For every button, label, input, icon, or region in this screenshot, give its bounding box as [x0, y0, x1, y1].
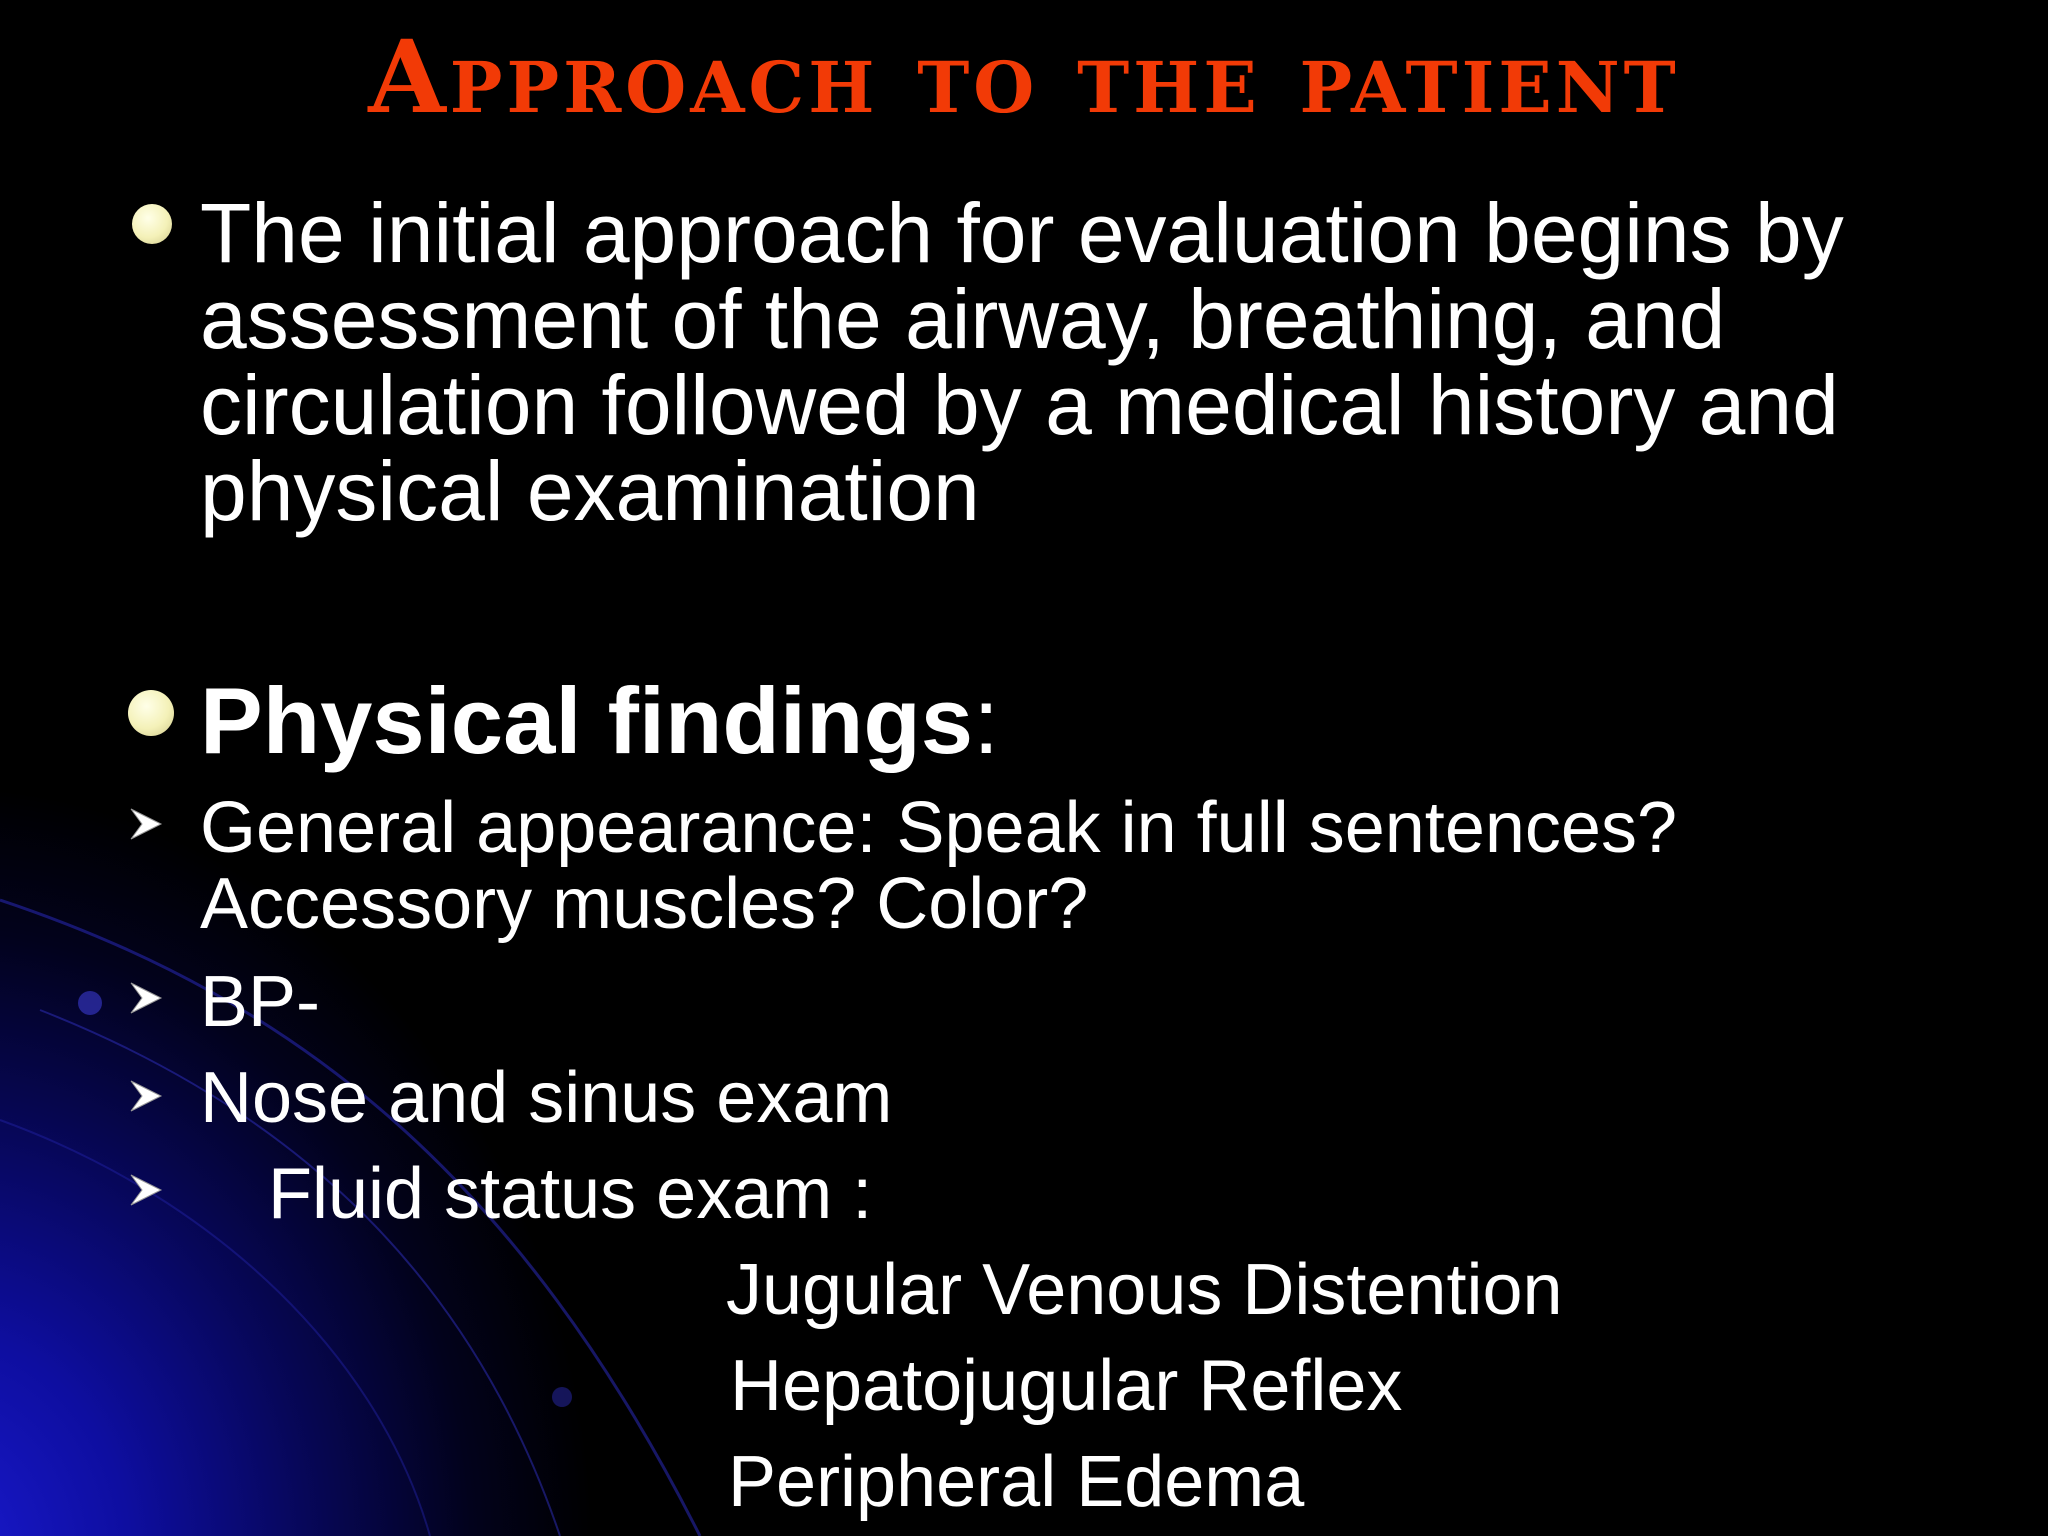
slide-title: Approach to the patient: [368, 18, 1680, 136]
fluid-item-jvd: Jugular Venous Distention: [726, 1250, 1563, 1330]
arrowhead-bullet-icon: [128, 806, 164, 842]
finding-fluid-status: [268, 1156, 872, 1232]
fluid-item-hjr: Hepatojugular Reflex: [730, 1346, 1403, 1426]
finding-line: BP-: [200, 962, 321, 1042]
intro-line: physical examination: [200, 444, 980, 538]
intro-line: assessment of the airway, breathing, and: [200, 272, 1726, 366]
heading-suffix: :: [973, 668, 1000, 773]
finding-general-appearance: [200, 790, 1677, 942]
finding-line: Nose and sinus exam: [200, 1058, 893, 1138]
arrowhead-bullet-icon: [128, 980, 164, 1016]
intro-paragraph: [200, 186, 1844, 538]
finding-line: General appearance: Speak in full sentences?: [200, 788, 1677, 868]
intro-line: circulation followed by a medical history and: [200, 358, 1839, 452]
fluid-item-edema: Peripheral Edema: [728, 1442, 1305, 1522]
physical-findings-heading: [200, 666, 999, 776]
finding-nose-sinus: [200, 1060, 892, 1136]
arrowhead-bullet-icon: [128, 1172, 164, 1208]
arrowhead-bullet-icon: [128, 1078, 164, 1114]
finding-line: Accessory muscles? Color?: [200, 864, 1089, 944]
intro-line: The initial approach for evaluation begins by: [200, 186, 1844, 280]
heading-text: Physical findings: [200, 668, 974, 773]
finding-line: Fluid status exam :: [268, 1154, 873, 1234]
round-bullet-icon: [132, 204, 172, 244]
round-bullet-icon: [128, 690, 174, 736]
finding-bp: [200, 964, 320, 1040]
